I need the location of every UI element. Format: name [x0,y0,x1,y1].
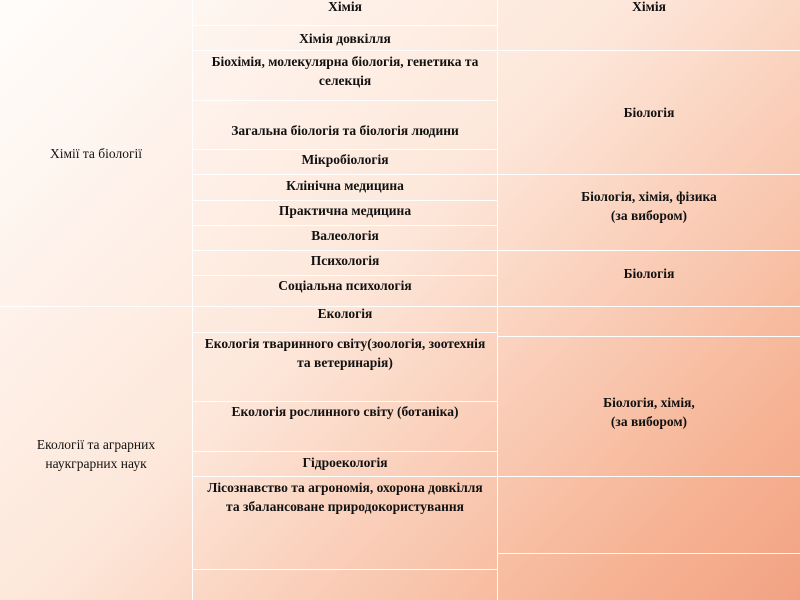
row-line [192,174,498,175]
subject-biology-2: Біологія [623,265,675,281]
row-line [192,50,498,51]
row-line [497,553,800,554]
specialty-practical-medicine: Практична медицина [278,203,412,218]
specialty-animal-ecology: Екологія тваринного світу(зоологія, зоотехнія та ветеринарія) [204,336,486,370]
specialty-hydroecology: Гідроекологія [302,455,388,470]
specialty-chemistry: Хімія [328,0,362,14]
specialty-clinical-medicine: Клінічна медицина [286,178,404,193]
specialty-general-biology: Загальна біологія та біологія людини [231,122,459,138]
subject-bio-chem-phys-line1: Біологія, хімія, фізика [581,189,717,204]
specialty-forestry: Лісознавство та агрономія, охорона довкілля та збалансоване природокористування [207,480,483,514]
subject-bio-chem-line1: Біологія, хімія, [603,395,695,410]
specialty-valeology: Валеологія [311,228,379,243]
faculty-chem-bio: Хімії та біології [49,145,143,161]
specialty-social-psychology: Соціальна психологія [278,278,412,293]
subject-bio-chem [498,337,800,487]
specialty-psychology: Психологія [310,253,380,268]
specialty-microbiology: Мікробіологія [301,152,389,167]
subject-bio-chem-phys-line2: (за вибором) [610,208,688,223]
subject-bio-chem-phys [498,175,800,237]
subject-chemistry: Хімія [632,0,666,14]
specialty-plant-ecology: Екологія рослинного світу (ботаніка) [231,404,459,419]
row-line [192,569,498,570]
row-line [192,476,498,477]
subject-bio-chem-line2: (за вибором) [610,414,688,429]
specialty-chemistry-env: Хімія довкілля [299,30,391,46]
subject-biology-1: Біологія [623,105,675,120]
row-line [192,332,498,333]
row-line [192,451,498,452]
faculty-ecology: Екології та аграрних наукграрних наук [36,436,156,471]
specialty-ecology: Екологія [317,306,373,321]
specialty-biochemistry: Біохімія, молекулярна біологія, генетика та селекція [211,54,479,88]
